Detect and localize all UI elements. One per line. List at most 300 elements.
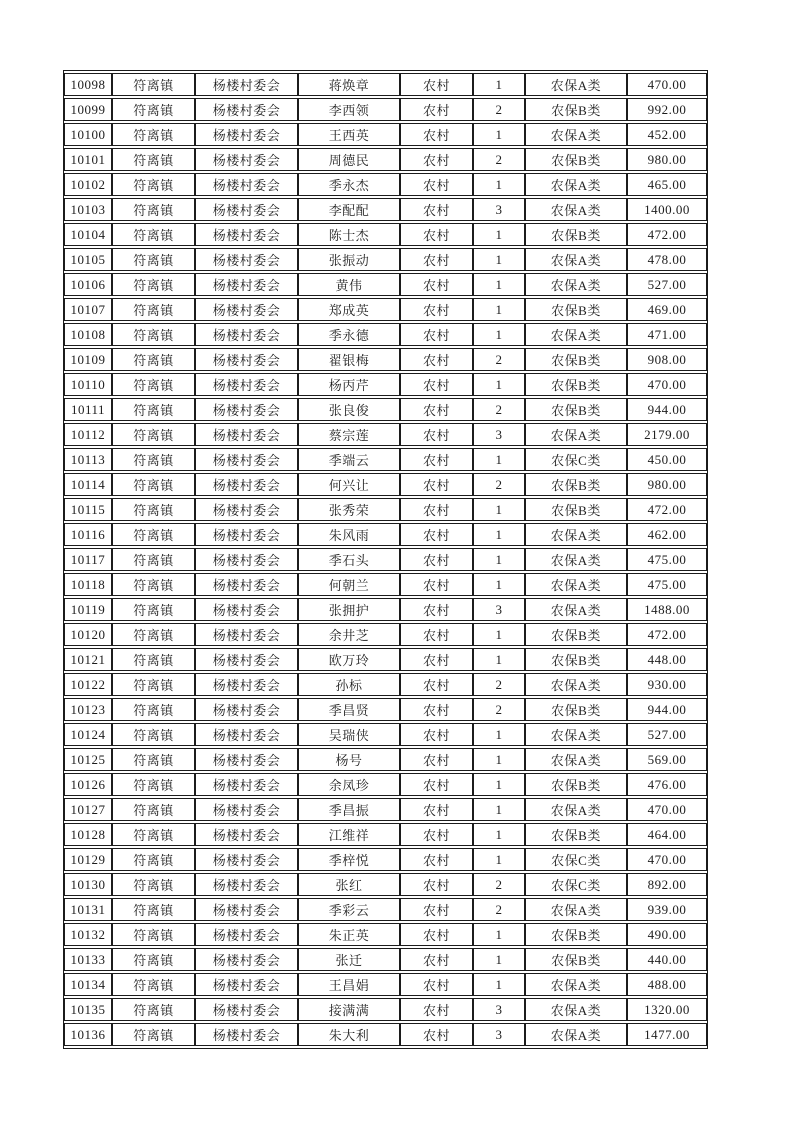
cell-person-count: 2 — [473, 698, 525, 721]
cell-person-name: 季梓悦 — [298, 848, 400, 871]
cell-town: 符离镇 — [112, 248, 195, 271]
cell-town: 符离镇 — [112, 823, 195, 846]
cell-person-name: 张良俊 — [298, 398, 400, 421]
cell-village: 杨楼村委会 — [195, 273, 298, 296]
cell-residence-type: 农村 — [400, 848, 473, 871]
cell-town: 符离镇 — [112, 198, 195, 221]
cell-person-name: 李配配 — [298, 198, 400, 221]
cell-person-name: 朱大利 — [298, 1023, 400, 1046]
cell-record-id: 10131 — [64, 898, 112, 921]
table-row — [64, 523, 707, 546]
cell-village: 杨楼村委会 — [195, 948, 298, 971]
cell-person-count: 1 — [473, 923, 525, 946]
cell-town: 符离镇 — [112, 523, 195, 546]
cell-person-name: 杨号 — [298, 748, 400, 771]
cell-person-count: 1 — [473, 648, 525, 671]
cell-village: 杨楼村委会 — [195, 398, 298, 421]
cell-person-count: 3 — [473, 1023, 525, 1046]
cell-record-id: 10136 — [64, 1023, 112, 1046]
cell-residence-type: 农村 — [400, 773, 473, 796]
cell-village: 杨楼村委会 — [195, 373, 298, 396]
cell-residence-type: 农村 — [400, 548, 473, 571]
cell-insurance-class: 农保A类 — [525, 673, 627, 696]
table-row — [64, 73, 707, 96]
cell-record-id: 10120 — [64, 623, 112, 646]
cell-person-count: 1 — [473, 248, 525, 271]
cell-village: 杨楼村委会 — [195, 148, 298, 171]
cell-insurance-class: 农保A类 — [525, 573, 627, 596]
table-outer-border — [63, 70, 708, 1049]
cell-amount: 488.00 — [627, 973, 707, 996]
cell-person-name: 张红 — [298, 873, 400, 896]
cell-insurance-class: 农保B类 — [525, 823, 627, 846]
cell-town: 符离镇 — [112, 748, 195, 771]
cell-village: 杨楼村委会 — [195, 248, 298, 271]
cell-person-count: 1 — [473, 323, 525, 346]
cell-amount: 908.00 — [627, 348, 707, 371]
cell-person-name: 李西领 — [298, 98, 400, 121]
cell-town: 符离镇 — [112, 998, 195, 1021]
cell-insurance-class: 农保B类 — [525, 623, 627, 646]
cell-town: 符离镇 — [112, 648, 195, 671]
cell-record-id: 10124 — [64, 723, 112, 746]
cell-residence-type: 农村 — [400, 73, 473, 96]
cell-village: 杨楼村委会 — [195, 773, 298, 796]
cell-residence-type: 农村 — [400, 673, 473, 696]
cell-amount: 471.00 — [627, 323, 707, 346]
cell-record-id: 10113 — [64, 448, 112, 471]
cell-person-count: 1 — [473, 748, 525, 771]
cell-amount: 980.00 — [627, 473, 707, 496]
cell-residence-type: 农村 — [400, 698, 473, 721]
cell-record-id: 10104 — [64, 223, 112, 246]
cell-amount: 470.00 — [627, 798, 707, 821]
cell-insurance-class: 农保A类 — [525, 73, 627, 96]
cell-residence-type: 农村 — [400, 423, 473, 446]
table-row — [64, 123, 707, 146]
cell-insurance-class: 农保B类 — [525, 223, 627, 246]
cell-village: 杨楼村委会 — [195, 798, 298, 821]
cell-person-count: 1 — [473, 223, 525, 246]
cell-town: 符离镇 — [112, 623, 195, 646]
cell-village: 杨楼村委会 — [195, 448, 298, 471]
table-row — [64, 423, 707, 446]
cell-insurance-class: 农保A类 — [525, 423, 627, 446]
cell-record-id: 10125 — [64, 748, 112, 771]
table-row — [64, 473, 707, 496]
cell-person-name: 蒋焕章 — [298, 73, 400, 96]
table-row — [64, 248, 707, 271]
cell-person-count: 1 — [473, 498, 525, 521]
cell-insurance-class: 农保B类 — [525, 698, 627, 721]
table-row — [64, 623, 707, 646]
cell-person-count: 1 — [473, 548, 525, 571]
table-row — [64, 823, 707, 846]
cell-person-count: 1 — [473, 448, 525, 471]
table-sheet — [63, 70, 708, 1054]
cell-residence-type: 农村 — [400, 573, 473, 596]
cell-amount: 930.00 — [627, 673, 707, 696]
cell-person-count: 2 — [473, 898, 525, 921]
cell-village: 杨楼村委会 — [195, 298, 298, 321]
cell-town: 符离镇 — [112, 173, 195, 196]
table-row — [64, 648, 707, 671]
cell-person-name: 王西英 — [298, 123, 400, 146]
cell-residence-type: 农村 — [400, 648, 473, 671]
cell-town: 符离镇 — [112, 148, 195, 171]
cell-insurance-class: 农保B类 — [525, 298, 627, 321]
cell-record-id: 10105 — [64, 248, 112, 271]
cell-village: 杨楼村委会 — [195, 698, 298, 721]
cell-residence-type: 农村 — [400, 298, 473, 321]
cell-person-name: 何朝兰 — [298, 573, 400, 596]
cell-person-count: 2 — [473, 873, 525, 896]
cell-village: 杨楼村委会 — [195, 223, 298, 246]
cell-amount: 569.00 — [627, 748, 707, 771]
cell-residence-type: 农村 — [400, 248, 473, 271]
table-row — [64, 448, 707, 471]
cell-amount: 980.00 — [627, 148, 707, 171]
table-row — [64, 748, 707, 771]
cell-amount: 472.00 — [627, 623, 707, 646]
cell-village: 杨楼村委会 — [195, 848, 298, 871]
cell-village: 杨楼村委会 — [195, 748, 298, 771]
cell-person-name: 季永德 — [298, 323, 400, 346]
cell-insurance-class: 农保A类 — [525, 1023, 627, 1046]
cell-record-id: 10099 — [64, 98, 112, 121]
cell-record-id: 10130 — [64, 873, 112, 896]
cell-person-count: 2 — [473, 673, 525, 696]
cell-amount: 2179.00 — [627, 423, 707, 446]
cell-record-id: 10102 — [64, 173, 112, 196]
cell-village: 杨楼村委会 — [195, 823, 298, 846]
cell-person-count: 3 — [473, 423, 525, 446]
cell-town: 符离镇 — [112, 773, 195, 796]
cell-person-name: 余凤珍 — [298, 773, 400, 796]
cell-amount: 490.00 — [627, 923, 707, 946]
cell-record-id: 10110 — [64, 373, 112, 396]
cell-town: 符离镇 — [112, 323, 195, 346]
table-row — [64, 573, 707, 596]
table-row — [64, 173, 707, 196]
cell-person-name: 季彩云 — [298, 898, 400, 921]
cell-village: 杨楼村委会 — [195, 898, 298, 921]
cell-record-id: 10106 — [64, 273, 112, 296]
cell-amount: 527.00 — [627, 273, 707, 296]
cell-village: 杨楼村委会 — [195, 423, 298, 446]
table-row — [64, 848, 707, 871]
cell-person-name: 郑成英 — [298, 298, 400, 321]
cell-town: 符离镇 — [112, 1023, 195, 1046]
cell-amount: 469.00 — [627, 298, 707, 321]
cell-village: 杨楼村委会 — [195, 623, 298, 646]
cell-village: 杨楼村委会 — [195, 123, 298, 146]
cell-town: 符离镇 — [112, 273, 195, 296]
cell-insurance-class: 农保A类 — [525, 173, 627, 196]
cell-amount: 1488.00 — [627, 598, 707, 621]
cell-person-count: 2 — [473, 148, 525, 171]
cell-insurance-class: 农保A类 — [525, 798, 627, 821]
cell-amount: 527.00 — [627, 723, 707, 746]
cell-record-id: 10108 — [64, 323, 112, 346]
cell-person-count: 1 — [473, 773, 525, 796]
cell-residence-type: 农村 — [400, 748, 473, 771]
cell-residence-type: 农村 — [400, 523, 473, 546]
table-row — [64, 398, 707, 421]
cell-person-name: 余井芝 — [298, 623, 400, 646]
cell-village: 杨楼村委会 — [195, 173, 298, 196]
cell-residence-type: 农村 — [400, 498, 473, 521]
cell-residence-type: 农村 — [400, 98, 473, 121]
cell-amount: 476.00 — [627, 773, 707, 796]
table-row — [64, 998, 707, 1021]
table-row — [64, 673, 707, 696]
cell-person-name: 孙标 — [298, 673, 400, 696]
beneficiary-table — [64, 71, 707, 1048]
cell-person-name: 黄伟 — [298, 273, 400, 296]
cell-insurance-class: 农保B类 — [525, 498, 627, 521]
cell-insurance-class: 农保B类 — [525, 348, 627, 371]
cell-town: 符离镇 — [112, 223, 195, 246]
cell-record-id: 10101 — [64, 148, 112, 171]
cell-record-id: 10123 — [64, 698, 112, 721]
cell-person-name: 王昌娟 — [298, 973, 400, 996]
cell-residence-type: 农村 — [400, 898, 473, 921]
cell-residence-type: 农村 — [400, 273, 473, 296]
cell-amount: 470.00 — [627, 373, 707, 396]
cell-person-name: 陈士杰 — [298, 223, 400, 246]
cell-person-count: 1 — [473, 373, 525, 396]
table-row — [64, 873, 707, 896]
cell-insurance-class: 农保A类 — [525, 523, 627, 546]
cell-person-name: 杨丙芹 — [298, 373, 400, 396]
cell-village: 杨楼村委会 — [195, 923, 298, 946]
cell-town: 符离镇 — [112, 473, 195, 496]
cell-person-name: 张振动 — [298, 248, 400, 271]
cell-residence-type: 农村 — [400, 348, 473, 371]
cell-record-id: 10100 — [64, 123, 112, 146]
cell-insurance-class: 农保A类 — [525, 998, 627, 1021]
cell-residence-type: 农村 — [400, 923, 473, 946]
cell-amount: 440.00 — [627, 948, 707, 971]
cell-village: 杨楼村委会 — [195, 498, 298, 521]
cell-person-name: 吴瑞侠 — [298, 723, 400, 746]
cell-person-name: 江维祥 — [298, 823, 400, 846]
cell-insurance-class: 农保A类 — [525, 898, 627, 921]
cell-town: 符离镇 — [112, 298, 195, 321]
cell-amount: 452.00 — [627, 123, 707, 146]
cell-insurance-class: 农保B类 — [525, 948, 627, 971]
cell-residence-type: 农村 — [400, 948, 473, 971]
cell-town: 符离镇 — [112, 948, 195, 971]
cell-town: 符离镇 — [112, 423, 195, 446]
cell-insurance-class: 农保A类 — [525, 123, 627, 146]
cell-record-id: 10132 — [64, 923, 112, 946]
cell-town: 符离镇 — [112, 698, 195, 721]
cell-amount: 1320.00 — [627, 998, 707, 1021]
cell-record-id: 10127 — [64, 798, 112, 821]
cell-residence-type: 农村 — [400, 198, 473, 221]
cell-record-id: 10109 — [64, 348, 112, 371]
cell-amount: 944.00 — [627, 698, 707, 721]
cell-record-id: 10118 — [64, 573, 112, 596]
cell-town: 符离镇 — [112, 398, 195, 421]
cell-village: 杨楼村委会 — [195, 473, 298, 496]
table-row — [64, 598, 707, 621]
cell-village: 杨楼村委会 — [195, 523, 298, 546]
cell-person-name: 季端云 — [298, 448, 400, 471]
cell-village: 杨楼村委会 — [195, 598, 298, 621]
table-row — [64, 948, 707, 971]
cell-town: 符离镇 — [112, 73, 195, 96]
cell-person-name: 季永杰 — [298, 173, 400, 196]
cell-amount: 465.00 — [627, 173, 707, 196]
cell-record-id: 10112 — [64, 423, 112, 446]
cell-amount: 939.00 — [627, 898, 707, 921]
cell-insurance-class: 农保C类 — [525, 873, 627, 896]
cell-person-name: 季昌贤 — [298, 698, 400, 721]
cell-insurance-class: 农保B类 — [525, 98, 627, 121]
cell-insurance-class: 农保A类 — [525, 973, 627, 996]
cell-village: 杨楼村委会 — [195, 723, 298, 746]
cell-person-name: 蔡宗莲 — [298, 423, 400, 446]
cell-residence-type: 农村 — [400, 223, 473, 246]
cell-residence-type: 农村 — [400, 323, 473, 346]
cell-person-count: 2 — [473, 473, 525, 496]
cell-person-count: 1 — [473, 173, 525, 196]
cell-amount: 470.00 — [627, 73, 707, 96]
cell-person-name: 张秀荣 — [298, 498, 400, 521]
table-row — [64, 223, 707, 246]
cell-residence-type: 农村 — [400, 798, 473, 821]
cell-insurance-class: 农保A类 — [525, 273, 627, 296]
cell-person-count: 3 — [473, 198, 525, 221]
cell-record-id: 10114 — [64, 473, 112, 496]
table-row — [64, 373, 707, 396]
cell-person-count: 2 — [473, 348, 525, 371]
cell-person-count: 3 — [473, 998, 525, 1021]
cell-residence-type: 农村 — [400, 398, 473, 421]
cell-village: 杨楼村委会 — [195, 198, 298, 221]
cell-amount: 478.00 — [627, 248, 707, 271]
cell-person-name: 翟银梅 — [298, 348, 400, 371]
table-row — [64, 698, 707, 721]
table-row — [64, 298, 707, 321]
cell-village: 杨楼村委会 — [195, 873, 298, 896]
cell-insurance-class: 农保A类 — [525, 248, 627, 271]
cell-village: 杨楼村委会 — [195, 98, 298, 121]
cell-person-name: 季石头 — [298, 548, 400, 571]
cell-residence-type: 农村 — [400, 623, 473, 646]
cell-town: 符离镇 — [112, 673, 195, 696]
cell-insurance-class: 农保B类 — [525, 473, 627, 496]
cell-person-count: 1 — [473, 298, 525, 321]
cell-town: 符离镇 — [112, 348, 195, 371]
cell-town: 符离镇 — [112, 548, 195, 571]
cell-residence-type: 农村 — [400, 373, 473, 396]
cell-amount: 450.00 — [627, 448, 707, 471]
table-row — [64, 273, 707, 296]
cell-residence-type: 农村 — [400, 873, 473, 896]
cell-person-name: 朱正英 — [298, 923, 400, 946]
cell-residence-type: 农村 — [400, 1023, 473, 1046]
cell-record-id: 10128 — [64, 823, 112, 846]
cell-residence-type: 农村 — [400, 148, 473, 171]
cell-record-id: 10126 — [64, 773, 112, 796]
cell-town: 符离镇 — [112, 573, 195, 596]
cell-village: 杨楼村委会 — [195, 1023, 298, 1046]
cell-amount: 448.00 — [627, 648, 707, 671]
cell-person-count: 1 — [473, 973, 525, 996]
cell-village: 杨楼村委会 — [195, 973, 298, 996]
table-row — [64, 548, 707, 571]
cell-amount: 1477.00 — [627, 1023, 707, 1046]
cell-residence-type: 农村 — [400, 723, 473, 746]
table-row — [64, 773, 707, 796]
cell-insurance-class: 农保B类 — [525, 373, 627, 396]
table-row — [64, 798, 707, 821]
cell-amount: 892.00 — [627, 873, 707, 896]
cell-record-id: 10134 — [64, 973, 112, 996]
cell-residence-type: 农村 — [400, 173, 473, 196]
cell-record-id: 10129 — [64, 848, 112, 871]
cell-record-id: 10117 — [64, 548, 112, 571]
cell-amount: 470.00 — [627, 848, 707, 871]
cell-person-name: 接满满 — [298, 998, 400, 1021]
cell-record-id: 10111 — [64, 398, 112, 421]
cell-person-count: 1 — [473, 798, 525, 821]
cell-person-count: 1 — [473, 123, 525, 146]
cell-village: 杨楼村委会 — [195, 348, 298, 371]
cell-village: 杨楼村委会 — [195, 323, 298, 346]
cell-record-id: 10116 — [64, 523, 112, 546]
cell-insurance-class: 农保C类 — [525, 848, 627, 871]
cell-residence-type: 农村 — [400, 998, 473, 1021]
cell-town: 符离镇 — [112, 373, 195, 396]
cell-person-count: 3 — [473, 598, 525, 621]
cell-village: 杨楼村委会 — [195, 673, 298, 696]
cell-amount: 462.00 — [627, 523, 707, 546]
table-row — [64, 198, 707, 221]
cell-person-count: 1 — [473, 73, 525, 96]
cell-town: 符离镇 — [112, 98, 195, 121]
cell-insurance-class: 农保C类 — [525, 448, 627, 471]
cell-record-id: 10119 — [64, 598, 112, 621]
cell-village: 杨楼村委会 — [195, 548, 298, 571]
cell-town: 符离镇 — [112, 848, 195, 871]
cell-record-id: 10107 — [64, 298, 112, 321]
cell-person-name: 周德民 — [298, 148, 400, 171]
cell-town: 符离镇 — [112, 448, 195, 471]
cell-residence-type: 农村 — [400, 598, 473, 621]
cell-person-count: 1 — [473, 848, 525, 871]
cell-person-name: 何兴让 — [298, 473, 400, 496]
cell-amount: 472.00 — [627, 223, 707, 246]
cell-insurance-class: 农保B类 — [525, 398, 627, 421]
cell-village: 杨楼村委会 — [195, 648, 298, 671]
cell-person-count: 1 — [473, 723, 525, 746]
cell-village: 杨楼村委会 — [195, 73, 298, 96]
cell-person-count: 1 — [473, 523, 525, 546]
cell-insurance-class: 农保B类 — [525, 648, 627, 671]
cell-town: 符离镇 — [112, 898, 195, 921]
cell-record-id: 10121 — [64, 648, 112, 671]
cell-amount: 1400.00 — [627, 198, 707, 221]
cell-residence-type: 农村 — [400, 473, 473, 496]
cell-insurance-class: 农保B类 — [525, 923, 627, 946]
cell-town: 符离镇 — [112, 598, 195, 621]
cell-person-name: 张拥护 — [298, 598, 400, 621]
